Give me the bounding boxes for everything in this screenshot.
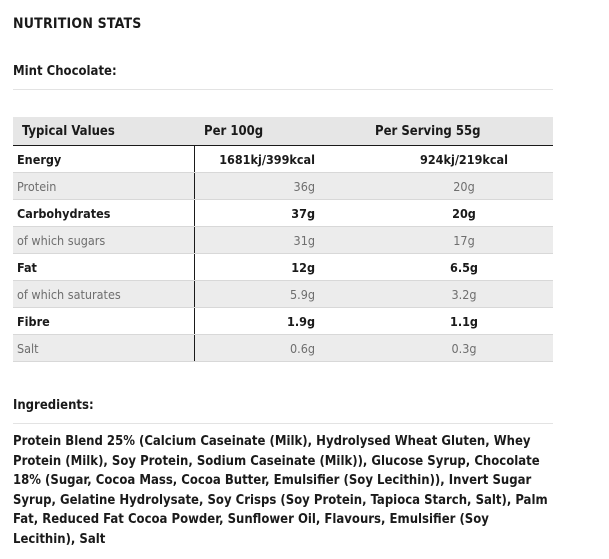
nutrition-table	[13, 117, 553, 362]
table-row	[13, 281, 553, 308]
table-row	[13, 254, 553, 281]
section-divider	[13, 89, 553, 90]
ingredients-label: Ingredients:	[13, 398, 94, 413]
nutrient-name: Energy	[13, 146, 194, 173]
nutrient-name: Carbohydrates	[13, 200, 194, 227]
page-title: NUTRITION STATS	[13, 16, 142, 32]
table-row	[13, 146, 553, 173]
per-serving-value: 1.1g	[375, 308, 553, 335]
table-row	[13, 308, 553, 335]
per-100g-value: 12g	[194, 254, 375, 281]
per-100g-value: 31g	[194, 227, 375, 254]
per-serving-value: 3.2g	[375, 281, 553, 308]
per-serving-value: 0.3g	[375, 335, 553, 362]
per-100g-value: 1681kj/399kcal	[194, 146, 375, 173]
per-100g-value: 0.6g	[194, 335, 375, 362]
per-serving-value: 6.5g	[375, 254, 553, 281]
per-100g-value: 37g	[194, 200, 375, 227]
table-row	[13, 335, 553, 362]
table-header-row	[13, 117, 553, 146]
per-100g-value: 5.9g	[194, 281, 375, 308]
per-serving-value: 17g	[375, 227, 553, 254]
per-serving-value: 20g	[375, 173, 553, 200]
nutrition-table-body	[13, 146, 553, 362]
header-typical-values: Typical Values	[13, 117, 194, 146]
section-divider	[13, 423, 553, 424]
per-100g-value: 1.9g	[194, 308, 375, 335]
ingredients-text: Protein Blend 25% (Calcium Caseinate (Milk), Hydrolysed Wheat Gluten, Whey Protein (Milk), Soy Protein, Sodium Caseinate (Milk)), Glucose Syrup, Chocolate 18% (Sugar, Cocoa Mass, Cocoa Butter, Emulsifier (Soy Lecithin)), Invert Sugar Syrup, Gelatine Hydrolysate, Soy Crisps (Soy Protein, Tapioca Starch, Salt), Palm Fat, Reduced Fat Cocoa Powder, Sunflower Oil, Flavours, Emulsifier (Soy Lecithin), Salt	[13, 434, 548, 547]
nutrient-name: Salt	[13, 335, 194, 362]
per-serving-value: 924kj/219kcal	[375, 146, 553, 173]
per-serving-value: 20g	[375, 200, 553, 227]
nutrient-name: Fibre	[13, 308, 194, 335]
nutrient-name: of which sugars	[13, 227, 194, 254]
header-per-serving: Per Serving 55g	[375, 117, 553, 146]
nutrient-name: Fat	[13, 254, 194, 281]
per-100g-value: 36g	[194, 173, 375, 200]
nutrient-name: of which saturates	[13, 281, 194, 308]
flavour-label: Mint Chocolate:	[13, 64, 117, 79]
header-per-100g: Per 100g	[194, 117, 375, 146]
nutrient-name: Protein	[13, 173, 194, 200]
table-row	[13, 227, 553, 254]
table-row	[13, 200, 553, 227]
table-row	[13, 173, 553, 200]
